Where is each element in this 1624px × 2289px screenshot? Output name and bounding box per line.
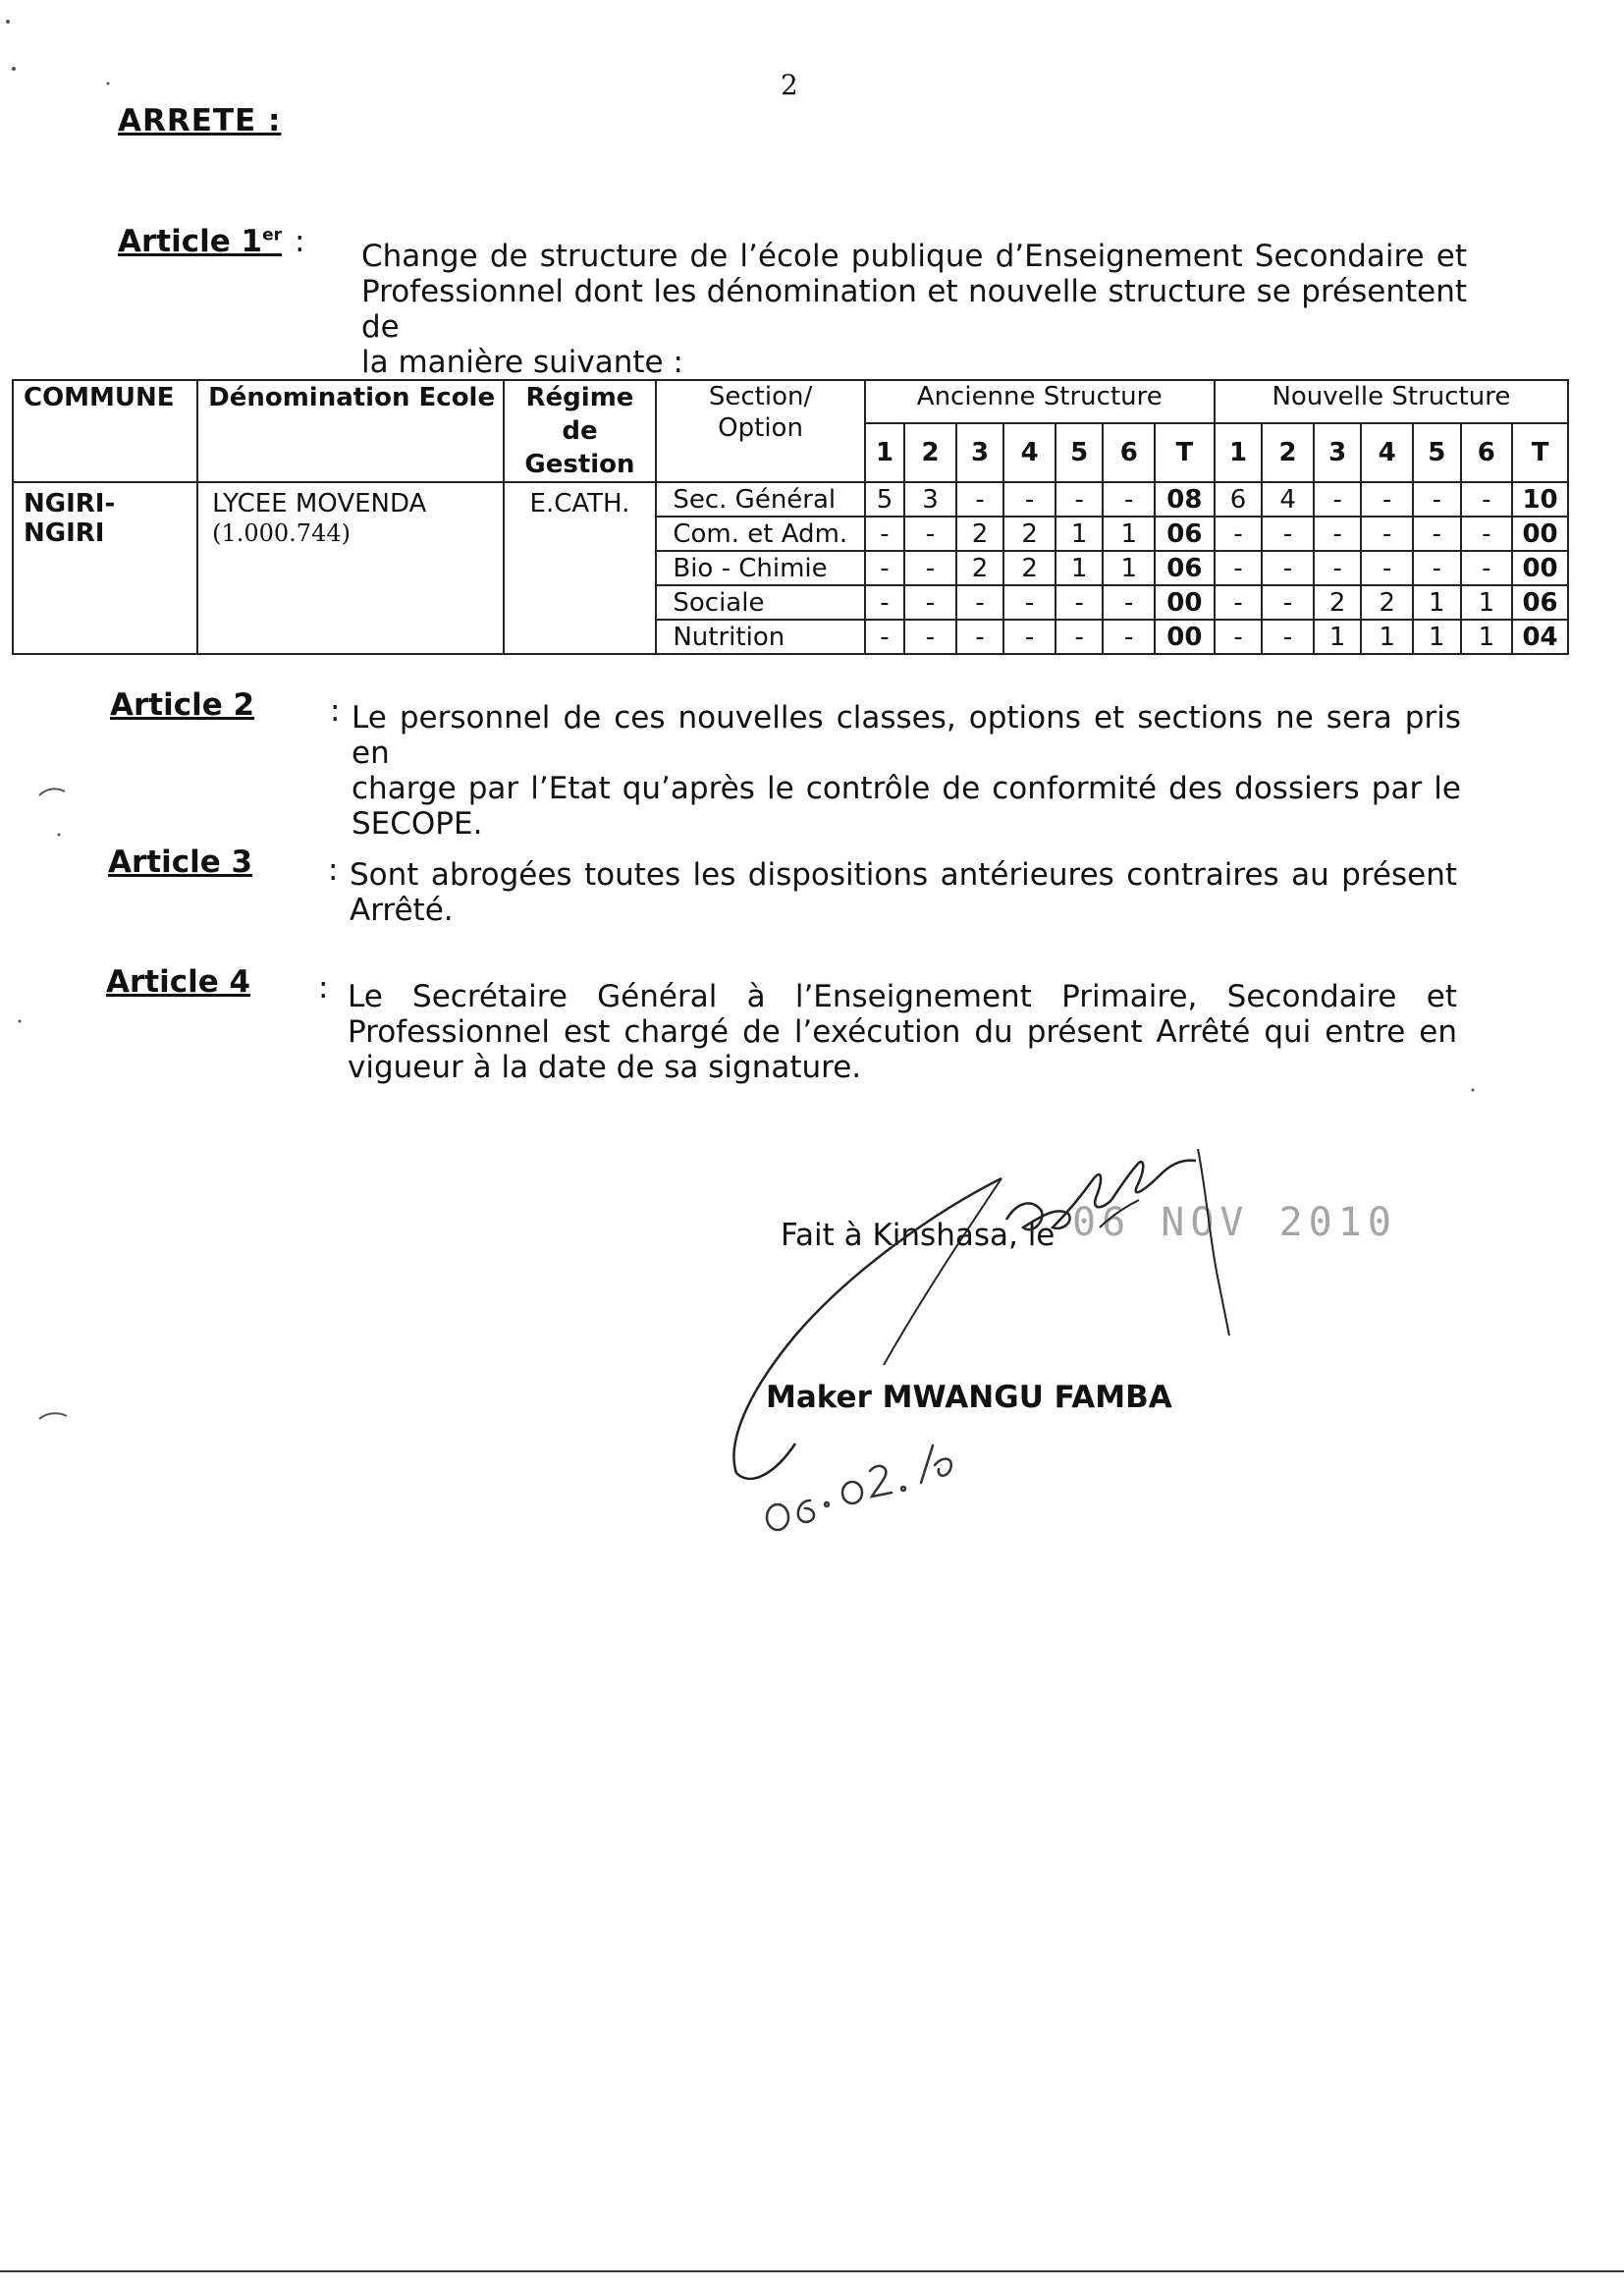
header-regime-line: Gestion xyxy=(524,450,635,479)
header-class-col: T xyxy=(1155,423,1215,482)
article-2-line: charge par l’Etat qu’après le contrôle de conformité des dossiers par le xyxy=(352,771,1461,806)
nouvelle-cell: - xyxy=(1215,585,1263,620)
ancienne-cell: 3 xyxy=(904,482,956,517)
date-stamp: 06 NOV 2010 xyxy=(1072,1200,1397,1245)
nouvelle-cell: - xyxy=(1314,517,1362,551)
ancienne-cell: - xyxy=(865,620,904,654)
header-class-col: T xyxy=(1512,423,1568,482)
header-nouvelle-structure: Nouvelle Structure xyxy=(1215,380,1568,423)
nouvelle-cell: - xyxy=(1314,551,1362,585)
ancienne-cell: - xyxy=(865,517,904,551)
nouvelle-cell: 1 xyxy=(1361,620,1413,654)
section-cell: Sec. Général xyxy=(656,482,864,517)
ancienne-cell: - xyxy=(865,585,904,620)
place-date-line: Fait à Kinshasa, le xyxy=(781,1218,1056,1253)
ancienne-cell: 1 xyxy=(1056,517,1104,551)
header-class-col: 5 xyxy=(1056,423,1104,482)
nouvelle-cell: - xyxy=(1262,517,1314,551)
article-3-label: Article 3 xyxy=(108,845,253,880)
nouvelle-total: 10 xyxy=(1512,482,1568,517)
nouvelle-total: 00 xyxy=(1512,551,1568,585)
article-2-line: Le personnel de ces nouvelles classes, options et sections ne sera pris en xyxy=(352,700,1461,771)
header-class-col: 3 xyxy=(1314,423,1362,482)
ancienne-cell: 1 xyxy=(1056,551,1104,585)
article-4-line: Le Secrétaire Général à l’Enseignement Primaire, Secondaire et xyxy=(348,979,1457,1014)
ecole-name: LYCEE MOVENDA xyxy=(212,489,427,518)
commune-line: NGIRI xyxy=(24,518,105,548)
nouvelle-cell: 6 xyxy=(1215,482,1263,517)
arrete-heading: ARRETE : xyxy=(118,103,282,138)
header-class-col: 3 xyxy=(956,423,1004,482)
nouvelle-cell: - xyxy=(1314,482,1362,517)
nouvelle-cell: - xyxy=(1413,517,1461,551)
nouvelle-total: 06 xyxy=(1512,585,1568,620)
ancienne-cell: - xyxy=(904,585,956,620)
header-ancienne-structure: Ancienne Structure xyxy=(865,380,1215,423)
header-class-col: 6 xyxy=(1461,423,1513,482)
article-4-label: Article 4 xyxy=(106,964,251,1000)
page-number: 2 xyxy=(781,69,798,101)
nouvelle-cell: - xyxy=(1215,551,1263,585)
article-4-line: Professionnel est chargé de l’exécution du présent Arrêté qui entre en xyxy=(348,1014,1457,1050)
nouvelle-cell: - xyxy=(1461,517,1513,551)
ancienne-cell: - xyxy=(1103,585,1155,620)
nouvelle-cell: 1 xyxy=(1314,620,1362,654)
ancienne-cell: - xyxy=(1056,585,1104,620)
ancienne-cell: 5 xyxy=(865,482,904,517)
nouvelle-cell: 4 xyxy=(1262,482,1314,517)
header-class-col: 4 xyxy=(1003,423,1056,482)
ancienne-cell: - xyxy=(956,482,1004,517)
commune-line: NGIRI- xyxy=(24,489,116,518)
header-class-col: 1 xyxy=(865,423,904,482)
ancienne-cell: - xyxy=(1056,620,1104,654)
regime-cell: E.CATH. xyxy=(504,482,657,654)
ancienne-cell: 2 xyxy=(1003,551,1056,585)
nouvelle-cell: 2 xyxy=(1314,585,1362,620)
ancienne-total: 00 xyxy=(1155,585,1215,620)
section-cell: Nutrition xyxy=(656,620,864,654)
nouvelle-cell: - xyxy=(1215,620,1263,654)
nouvelle-cell: - xyxy=(1413,551,1461,585)
nouvelle-cell: - xyxy=(1461,551,1513,585)
ecole-code: (1.000.744) xyxy=(212,519,351,547)
ancienne-cell: 1 xyxy=(1103,551,1155,585)
ancienne-cell: 2 xyxy=(956,551,1004,585)
bottom-rule xyxy=(0,2270,1624,2272)
header-regime-line: de xyxy=(562,416,598,446)
ancienne-cell: - xyxy=(904,551,956,585)
ancienne-cell: - xyxy=(956,585,1004,620)
article-1-line: la manière suivante : xyxy=(361,345,683,380)
article-3-line: Sont abrogées toutes les dispositions antérieures contraires au présent xyxy=(350,857,1457,893)
nouvelle-cell: - xyxy=(1262,585,1314,620)
ancienne-cell: - xyxy=(1056,482,1104,517)
ancienne-cell: 2 xyxy=(1003,517,1056,551)
nouvelle-cell: 2 xyxy=(1361,585,1413,620)
article-2-label: Article 2 xyxy=(110,687,255,723)
nouvelle-cell: - xyxy=(1361,517,1413,551)
header-class-col: 4 xyxy=(1361,423,1413,482)
ancienne-cell: - xyxy=(956,620,1004,654)
nouvelle-cell: 1 xyxy=(1461,585,1513,620)
nouvelle-cell: - xyxy=(1361,551,1413,585)
ancienne-total: 06 xyxy=(1155,551,1215,585)
nouvelle-cell: - xyxy=(1413,482,1461,517)
ancienne-cell: 1 xyxy=(1103,517,1155,551)
ancienne-total: 00 xyxy=(1155,620,1215,654)
nouvelle-cell: - xyxy=(1262,551,1314,585)
header-class-col: 5 xyxy=(1413,423,1461,482)
header-class-col: 2 xyxy=(1262,423,1314,482)
nouvelle-cell: - xyxy=(1215,517,1263,551)
header-commune: COMMUNE xyxy=(13,380,197,482)
ancienne-cell: - xyxy=(1003,482,1056,517)
article-3-colon: : xyxy=(328,852,339,888)
nouvelle-total: 04 xyxy=(1512,620,1568,654)
signer-name: Maker MWANGU FAMBA xyxy=(766,1380,1172,1415)
ancienne-cell: - xyxy=(865,551,904,585)
ancienne-cell: - xyxy=(904,517,956,551)
section-cell: Sociale xyxy=(656,585,864,620)
header-regime-line: Régime xyxy=(525,383,634,412)
nouvelle-cell: 1 xyxy=(1413,585,1461,620)
nouvelle-cell: 1 xyxy=(1413,620,1461,654)
nouvelle-total: 00 xyxy=(1512,517,1568,551)
ancienne-cell: - xyxy=(1103,482,1155,517)
article-3-line: Arrêté. xyxy=(350,893,454,928)
ancienne-total: 06 xyxy=(1155,517,1215,551)
header-class-col: 2 xyxy=(904,423,956,482)
header-class-col: 6 xyxy=(1103,423,1155,482)
nouvelle-cell: - xyxy=(1262,620,1314,654)
section-cell: Com. et Adm. xyxy=(656,517,864,551)
ancienne-cell: - xyxy=(1003,620,1056,654)
nouvelle-cell: - xyxy=(1461,482,1513,517)
ancienne-total: 08 xyxy=(1155,482,1215,517)
article-4-line: vigueur à la date de sa signature. xyxy=(348,1050,862,1085)
section-cell: Bio - Chimie xyxy=(656,551,864,585)
article-4-colon: : xyxy=(318,970,329,1006)
nouvelle-cell: 1 xyxy=(1461,620,1513,654)
article-2-line: SECOPE. xyxy=(352,806,483,842)
nouvelle-cell: - xyxy=(1361,482,1413,517)
ancienne-cell: - xyxy=(904,620,956,654)
ancienne-cell: 2 xyxy=(956,517,1004,551)
article-1-colon: : xyxy=(295,224,305,259)
header-section-line: Section/ xyxy=(708,382,813,411)
header-section-line: Option xyxy=(718,413,803,443)
article-1-line: Professionnel dont les dénomination et nouvelle structure se présentent de xyxy=(361,274,1467,345)
ancienne-cell: - xyxy=(1103,620,1155,654)
header-class-col: 1 xyxy=(1215,423,1263,482)
ancienne-cell: - xyxy=(1003,585,1056,620)
header-denomination: Dénomination Ecole xyxy=(197,380,504,482)
article-1-line: Change de structure de l’école publique d’Enseignement Secondaire et xyxy=(361,239,1467,274)
article-2-colon: : xyxy=(330,693,341,729)
article-1-label: Article 1er xyxy=(118,224,283,259)
